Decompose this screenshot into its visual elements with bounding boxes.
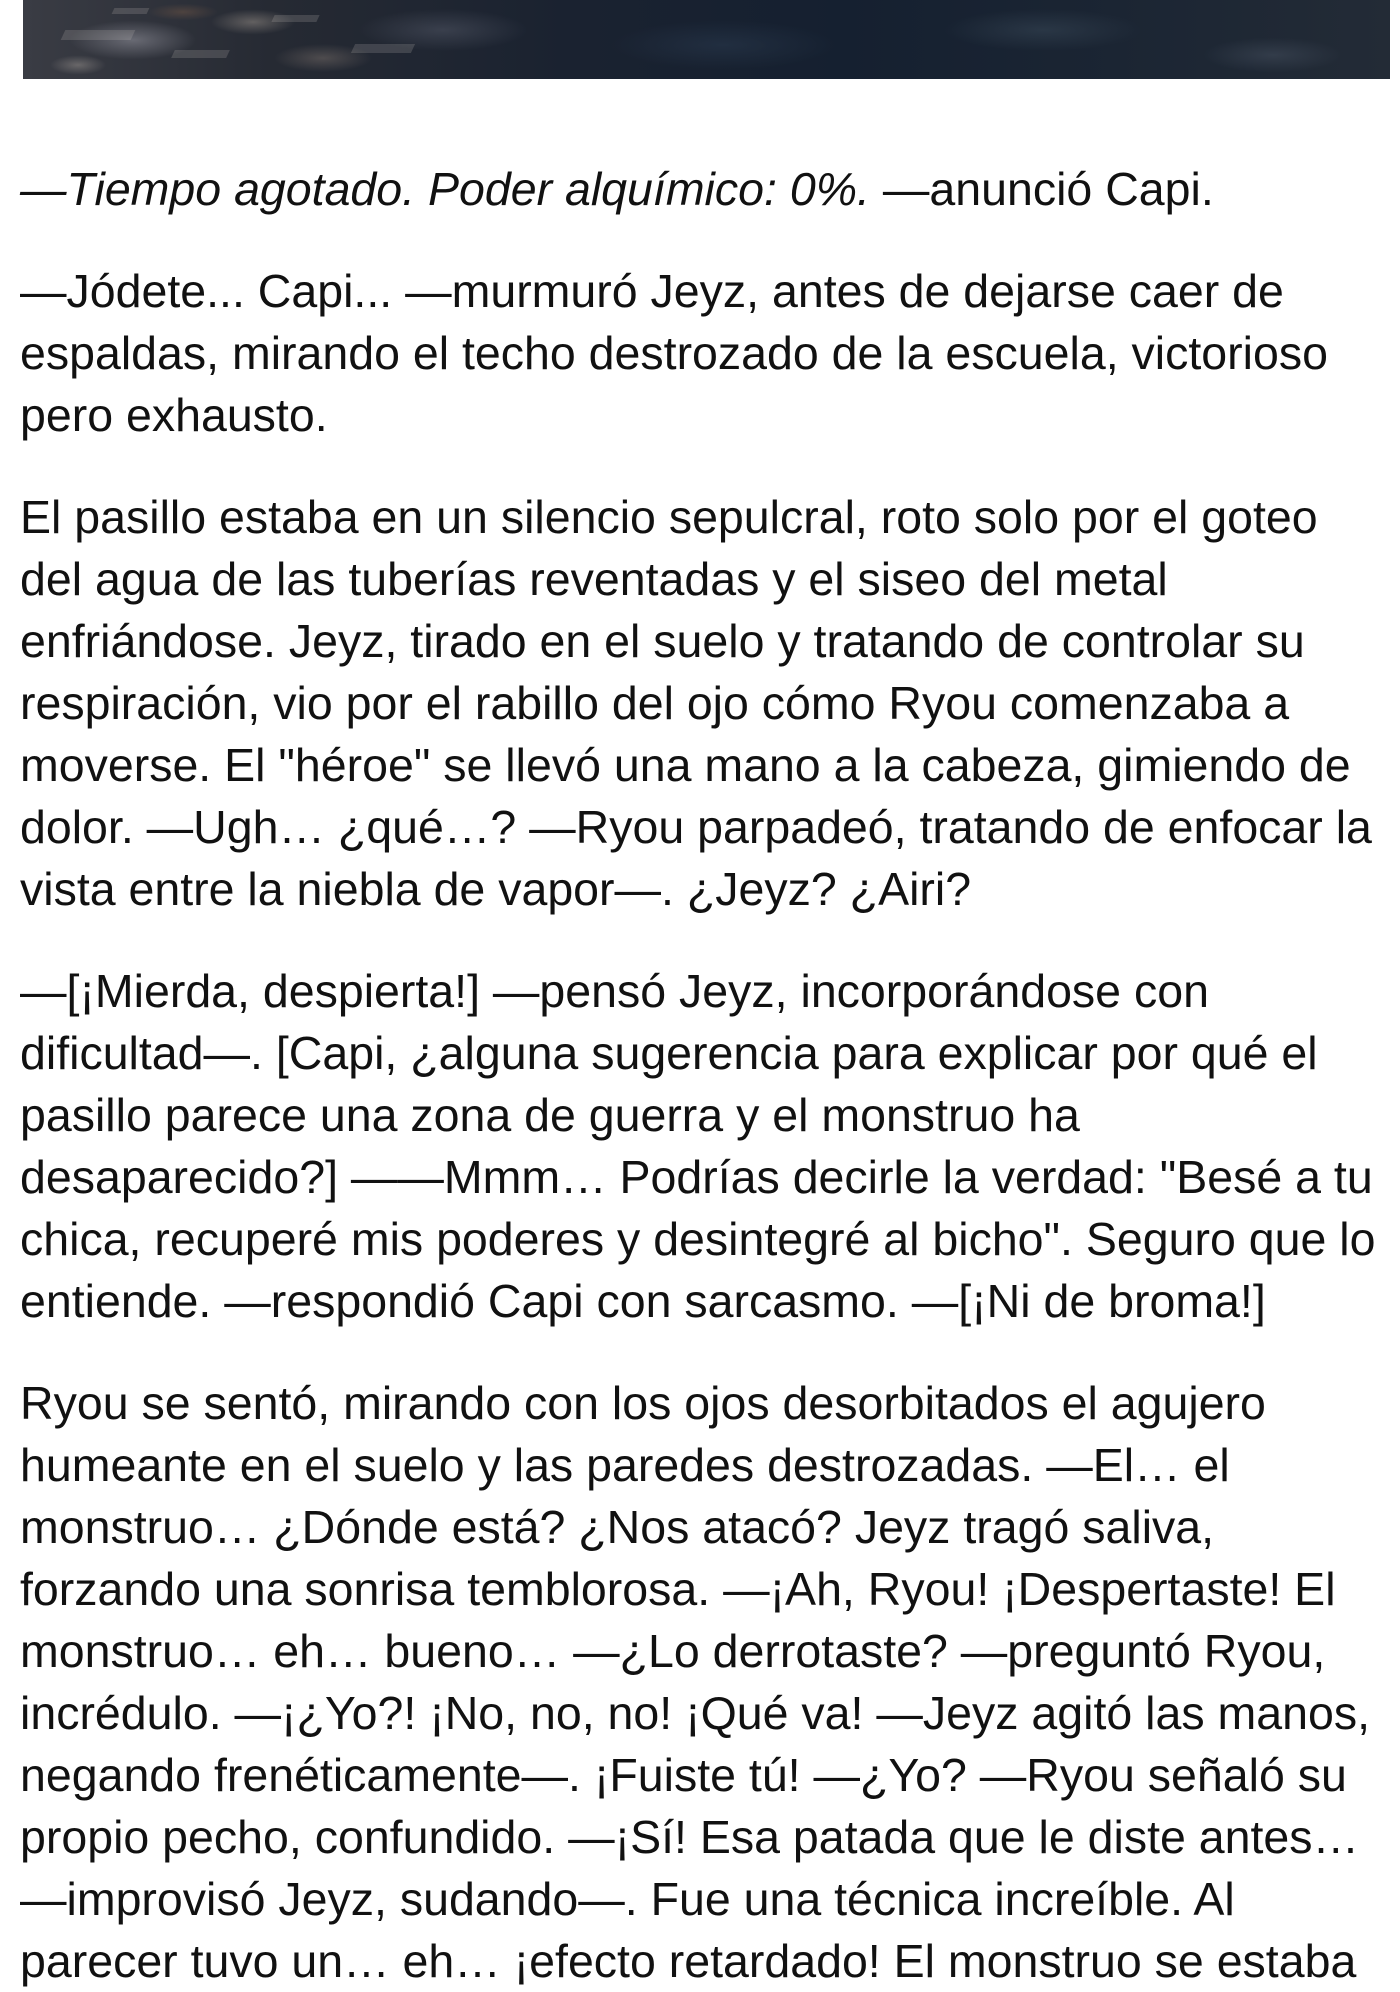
text-line: humeante en el suelo y las paredes destrozadas. —El… el: [20, 1439, 1230, 1491]
text-line: chica, recuperé mis poderes y desintegré al bicho". Seguro que lo: [20, 1213, 1376, 1265]
text-line: dificultad—. [Capi, ¿alguna sugerencia para explicar por qué el: [20, 1027, 1318, 1079]
rubble-highlight: [61, 30, 136, 40]
text-line: [20, 158, 1390, 220]
text-line: respiración, vio por el rabillo del ojo cómo Ryou comenzaba a: [20, 677, 1290, 729]
rubble-highlight: [351, 44, 415, 53]
rubble-highlight: [112, 8, 150, 14]
text-line: negando frenéticamente—. ¡Fuiste tú! —¿Yo? —Ryou señaló su: [20, 1749, 1347, 1801]
text-line: enfriándose. Jeyz, tirado en el suelo y tratando de controlar su: [20, 615, 1305, 667]
italic-dialogue: —Tiempo agotado. Poder alquímico: 0%.: [20, 163, 870, 215]
text-line: —[¡Mierda, despierta!] —pensó Jeyz, incorporándose con: [20, 965, 1209, 1017]
text-line: pasillo parece una zona de guerra y el monstruo ha: [20, 1089, 1080, 1141]
paragraph: [20, 260, 1390, 446]
text-line: forzando una sonrisa temblorosa. —¡Ah, Ryou! ¡Despertaste! El: [20, 1563, 1336, 1615]
text-line: moverse. El "héroe" se llevó una mano a la cabeza, gimiendo de: [20, 739, 1351, 791]
text-line: vista entre la niebla de vapor—. ¿Jeyz? ¿Airi?: [20, 863, 972, 915]
paragraph: [20, 158, 1390, 220]
text-line: monstruo… ¿Dónde está? ¿Nos atacó? Jeyz tragó saliva,: [20, 1501, 1215, 1553]
text-line: —Jódete... Capi... —murmuró Jeyz, antes de dejarse caer de: [20, 265, 1284, 317]
text-line: propio pecho, confundido. —¡Sí! Esa patada que le diste antes…: [20, 1811, 1360, 1863]
chapter-illustration: [23, 0, 1390, 79]
paragraph: [20, 486, 1390, 920]
text-line: El pasillo estaba en un silencio sepulcral, roto solo por el goteo: [20, 491, 1318, 543]
text-line: pero exhausto.: [20, 389, 328, 441]
text-line: espaldas, mirando el techo destrozado de la escuela, victorioso: [20, 327, 1328, 379]
paragraph: [20, 1372, 1390, 1992]
dialogue-tag: —anunció Capi.: [882, 163, 1214, 215]
paragraph: [20, 960, 1390, 1332]
text-line: desaparecido?] ——Mmm… Podrías decirle la verdad: "Besé a tu: [20, 1151, 1373, 1203]
text-line: incrédulo. —¡¿Yo?! ¡No, no, no! ¡Qué va! —Jeyz agitó las manos,: [20, 1687, 1370, 1739]
text-line: dolor. —Ugh… ¿qué…? —Ryou parpadeó, tratando de enfocar la: [20, 801, 1372, 853]
rubble-highlight: [171, 50, 230, 58]
text-line: —improvisó Jeyz, sudando—. Fue una técnica increíble. Al: [20, 1873, 1235, 1925]
story-text: [20, 158, 1390, 1992]
text-line: monstruo… eh… bueno… —¿Lo derrotaste? —preguntó Ryou,: [20, 1625, 1326, 1677]
text-line: del agua de las tuberías reventadas y el siseo del metal: [20, 553, 1168, 605]
text-line: parecer tuvo un… eh… ¡efecto retardado! El monstruo se estaba: [20, 1935, 1357, 1987]
text-line: entiende. —respondió Capi con sarcasmo. —[¡Ni de broma!]: [20, 1275, 1266, 1327]
rubble-highlight: [271, 15, 319, 22]
text-line: Ryou se sentó, mirando con los ojos desorbitados el agujero: [20, 1377, 1266, 1429]
